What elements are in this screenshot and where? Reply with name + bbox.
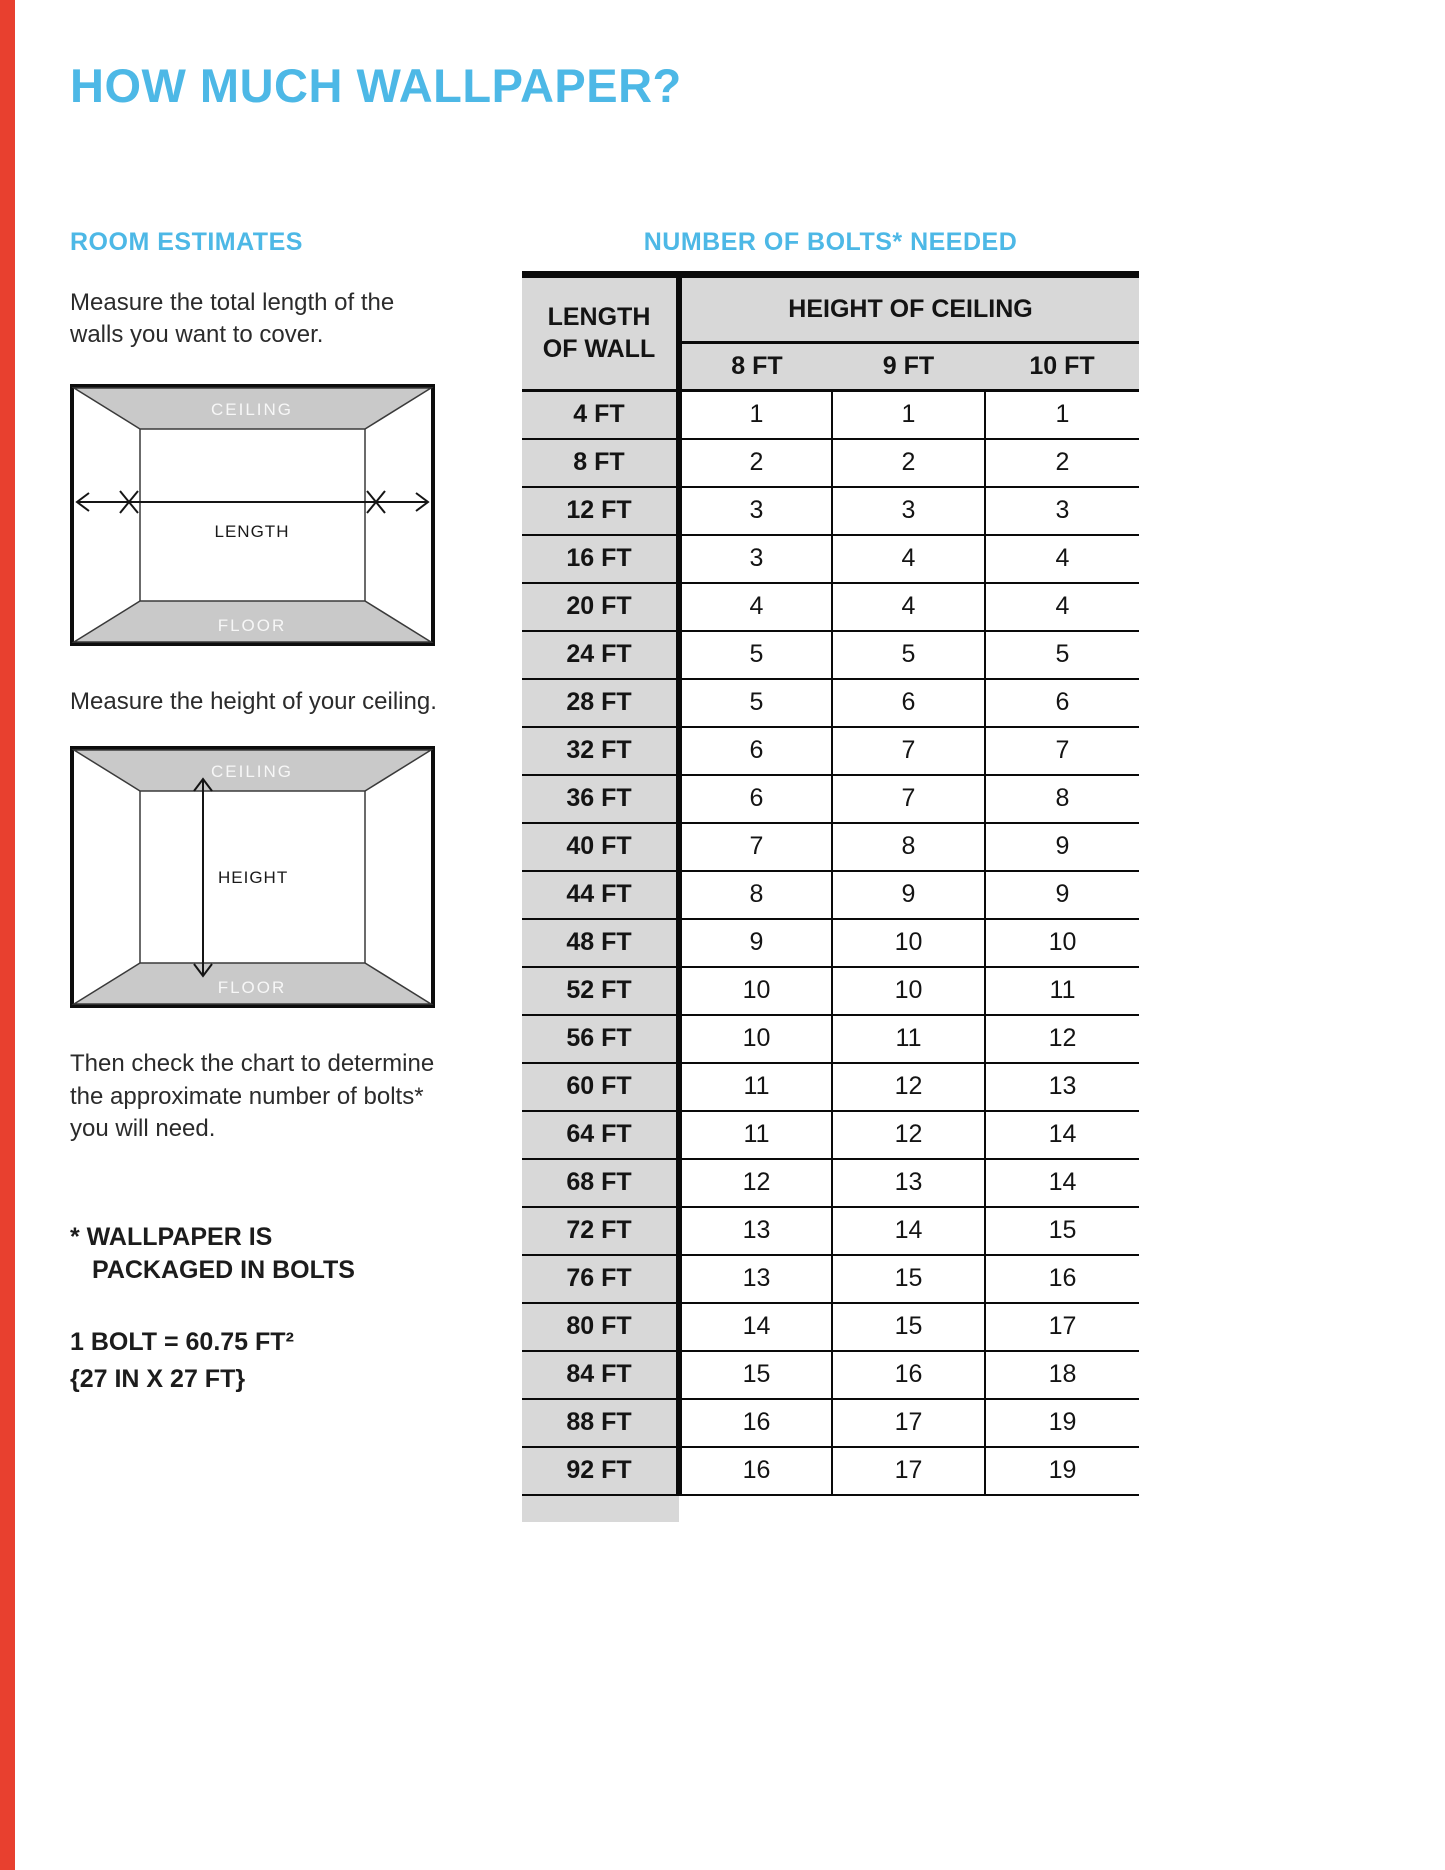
wall-length-cell: 40 FT: [522, 823, 679, 871]
bolts-value-cell: 10: [832, 919, 985, 967]
length-label: LENGTH: [214, 521, 290, 541]
bolt-dimensions-line: {27 IN X 27 FT}: [70, 1364, 246, 1393]
bolts-value-cell: 7: [832, 775, 985, 823]
table-row: [522, 1399, 1139, 1447]
wall-length-cell: 68 FT: [522, 1159, 679, 1207]
bolts-value-cell: 5: [985, 631, 1139, 679]
room-estimates-section: [70, 228, 442, 1397]
wall-length-cell: 16 FT: [522, 535, 679, 583]
table-row: [522, 775, 1139, 823]
footnote-line-2: PACKAGED IN BOLTS: [92, 1255, 355, 1284]
bolts-value-cell: 9: [985, 823, 1139, 871]
table-row: [522, 1303, 1139, 1351]
bolts-value-cell: 1: [679, 391, 832, 439]
table-row: [522, 487, 1139, 535]
bolts-value-cell: 14: [679, 1303, 832, 1351]
bolts-value-cell: 16: [985, 1255, 1139, 1303]
height-of-ceiling-header: HEIGHT OF CEILING: [679, 275, 1139, 343]
wall-length-cell: 8 FT: [522, 439, 679, 487]
left-accent-bar: [0, 0, 15, 1870]
col-header-9ft: 9 FT: [832, 343, 985, 391]
bolts-needed-heading: NUMBER OF BOLTS* NEEDED: [643, 228, 1018, 256]
bolts-value-cell: 1: [985, 391, 1139, 439]
bolts-value-cell: 9: [985, 871, 1139, 919]
bolts-value-cell: 7: [679, 823, 832, 871]
bolts-value-cell: 12: [832, 1111, 985, 1159]
table-row: [522, 439, 1139, 487]
bolts-value-cell: 17: [832, 1447, 985, 1495]
wall-length-cell: 28 FT: [522, 679, 679, 727]
col-header-10ft: 10 FT: [985, 343, 1139, 391]
table-row: [522, 1447, 1139, 1495]
bolts-value-cell: 4: [985, 535, 1139, 583]
bolts-value-cell: 13: [679, 1207, 832, 1255]
table-row: [522, 823, 1139, 871]
bolts-value-cell: 3: [679, 535, 832, 583]
floor-label: FLOOR: [217, 615, 287, 635]
bolts-value-cell: 5: [832, 631, 985, 679]
bolts-value-cell: 8: [985, 775, 1139, 823]
instruction-check-chart: Then check the chart to determine the approximate number of bolts* you will need.: [70, 1050, 435, 1142]
length-of-wall-header: LENGTH OF WALL: [522, 275, 679, 391]
bolts-value-cell: 1: [832, 391, 985, 439]
wall-length-cell: 76 FT: [522, 1255, 679, 1303]
bolts-value-cell: 13: [832, 1159, 985, 1207]
wall-length-cell: 48 FT: [522, 919, 679, 967]
wall-length-cell: 80 FT: [522, 1303, 679, 1351]
bolts-value-cell: 2: [832, 439, 985, 487]
wall-length-cell: 12 FT: [522, 487, 679, 535]
footnote-line-1: * WALLPAPER IS: [70, 1223, 273, 1252]
bolts-value-cell: 16: [832, 1351, 985, 1399]
table-row: [522, 1351, 1139, 1399]
bolts-needed-section: [522, 228, 1139, 1522]
table-row: [522, 1015, 1139, 1063]
table-row: [522, 919, 1139, 967]
table-row: [522, 1207, 1139, 1255]
wall-length-cell: 36 FT: [522, 775, 679, 823]
instruction-measure-height: Measure the height of your ceiling.: [70, 687, 437, 715]
bolts-value-cell: 4: [679, 583, 832, 631]
bolts-value-cell: 7: [985, 727, 1139, 775]
wall-length-cell: 4 FT: [522, 391, 679, 439]
table-row: [522, 1063, 1139, 1111]
table-row: [522, 391, 1139, 439]
wall-length-cell: 32 FT: [522, 727, 679, 775]
bolts-value-cell: 17: [832, 1399, 985, 1447]
bolts-value-cell: 3: [679, 487, 832, 535]
table-column-stub: [522, 1496, 679, 1522]
table-row: [522, 631, 1139, 679]
bolts-value-cell: 12: [985, 1015, 1139, 1063]
table-header-row: [522, 275, 1139, 343]
bolts-value-cell: 10: [679, 967, 832, 1015]
bolts-value-cell: 10: [985, 919, 1139, 967]
wall-length-cell: 24 FT: [522, 631, 679, 679]
bolts-value-cell: 3: [832, 487, 985, 535]
room-estimates-heading: ROOM ESTIMATES: [70, 228, 303, 256]
wall-length-cell: 88 FT: [522, 1399, 679, 1447]
bolt-area-line: 1 BOLT = 60.75 FT²: [70, 1328, 294, 1357]
bolts-value-cell: 5: [679, 631, 832, 679]
floor-label: FLOOR: [217, 978, 287, 998]
bolts-value-cell: 11: [679, 1063, 832, 1111]
bolts-value-cell: 10: [679, 1015, 832, 1063]
bolts-value-cell: 2: [985, 439, 1139, 487]
bolts-value-cell: 15: [832, 1255, 985, 1303]
ceiling-label: CEILING: [210, 399, 294, 419]
bolts-value-cell: 4: [832, 535, 985, 583]
bolts-value-cell: 5: [679, 679, 832, 727]
bolts-value-cell: 13: [679, 1255, 832, 1303]
wallpaper-bolts-footnote: [70, 1221, 442, 1286]
table-row: [522, 871, 1139, 919]
table-row: [522, 1111, 1139, 1159]
table-row: [522, 1159, 1139, 1207]
bolts-value-cell: 17: [985, 1303, 1139, 1351]
bolts-value-cell: 16: [679, 1447, 832, 1495]
bolts-value-cell: 6: [679, 727, 832, 775]
length-diagram: [70, 384, 435, 646]
wall-length-cell: 56 FT: [522, 1015, 679, 1063]
bolts-value-cell: 11: [679, 1111, 832, 1159]
bolts-value-cell: 14: [985, 1159, 1139, 1207]
bolts-value-cell: 12: [679, 1159, 832, 1207]
table-row: [522, 1255, 1139, 1303]
bolts-value-cell: 15: [832, 1303, 985, 1351]
height-diagram: [70, 746, 435, 1008]
bolts-value-cell: 6: [832, 679, 985, 727]
wall-length-cell: 84 FT: [522, 1351, 679, 1399]
table-row: [522, 727, 1139, 775]
wall-length-cell: 52 FT: [522, 967, 679, 1015]
wall-length-cell: 64 FT: [522, 1111, 679, 1159]
wall-length-cell: 72 FT: [522, 1207, 679, 1255]
bolts-value-cell: 3: [985, 487, 1139, 535]
bolts-value-cell: 8: [832, 823, 985, 871]
wall-length-cell: 20 FT: [522, 583, 679, 631]
bolts-value-cell: 14: [832, 1207, 985, 1255]
bolts-value-cell: 19: [985, 1447, 1139, 1495]
bolts-value-cell: 15: [679, 1351, 832, 1399]
bolts-value-cell: 16: [679, 1399, 832, 1447]
bolts-value-cell: 4: [985, 583, 1139, 631]
bolts-value-cell: 9: [679, 919, 832, 967]
bolts-value-cell: 11: [832, 1015, 985, 1063]
bolts-value-cell: 14: [985, 1111, 1139, 1159]
bolts-value-cell: 19: [985, 1399, 1139, 1447]
wall-length-cell: 44 FT: [522, 871, 679, 919]
bolts-table: [522, 271, 1139, 1496]
page-title: HOW MUCH WALLPAPER?: [70, 59, 682, 112]
col-header-8ft: 8 FT: [679, 343, 832, 391]
bolts-value-cell: 15: [985, 1207, 1139, 1255]
bolts-value-cell: 6: [985, 679, 1139, 727]
bolts-value-cell: 13: [985, 1063, 1139, 1111]
bolts-value-cell: 12: [832, 1063, 985, 1111]
bolts-value-cell: 18: [985, 1351, 1139, 1399]
table-row: [522, 583, 1139, 631]
bolts-value-cell: 6: [679, 775, 832, 823]
bolts-value-cell: 11: [985, 967, 1139, 1015]
bolts-value-cell: 9: [832, 871, 985, 919]
bolts-value-cell: 8: [679, 871, 832, 919]
instruction-measure-length: Measure the total length of the walls you want to cover.: [70, 289, 395, 349]
table-row: [522, 535, 1139, 583]
bolt-size-info: [70, 1324, 442, 1397]
bolts-value-cell: 2: [679, 439, 832, 487]
table-row: [522, 967, 1139, 1015]
table-row: [522, 679, 1139, 727]
bolts-value-cell: 7: [832, 727, 985, 775]
height-label: HEIGHT: [218, 868, 289, 888]
bolts-value-cell: 4: [832, 583, 985, 631]
bolts-value-cell: 10: [832, 967, 985, 1015]
wall-length-cell: 60 FT: [522, 1063, 679, 1111]
wall-length-cell: 92 FT: [522, 1447, 679, 1495]
ceiling-label: CEILING: [210, 762, 294, 782]
